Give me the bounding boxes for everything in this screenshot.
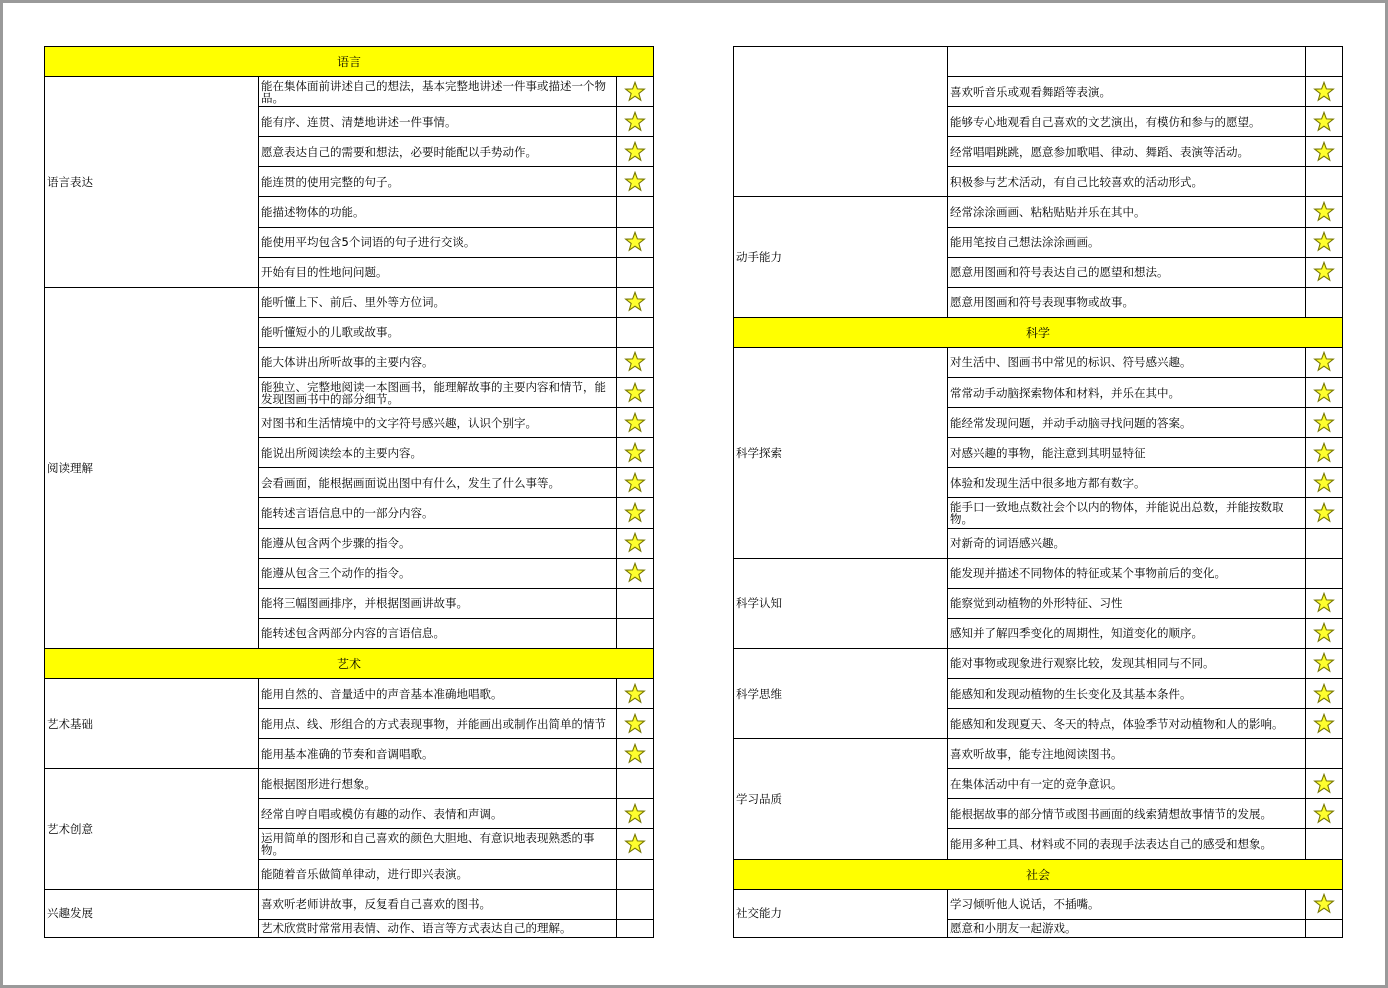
- star-icon: [1313, 806, 1335, 820]
- star-cell: [1306, 889, 1343, 919]
- item-description: 能手口一致地点数社会个以内的物体，并能说出总数，并能按数取物。: [948, 498, 1306, 528]
- item-description: 能用多种工具、材料或不同的表现手法表达自己的感受和想象。: [948, 829, 1306, 859]
- table-row: [45, 77, 654, 107]
- item-description: 能转述包含两部分内容的言语信息。: [259, 618, 617, 648]
- star-cell: [1306, 558, 1343, 588]
- item-description: 能说出所阅读绘本的主要内容。: [259, 438, 617, 468]
- item-description: 能对事物或现象进行观察比较，发现其相同与不同。: [948, 648, 1306, 678]
- star-cell: [617, 498, 654, 528]
- star-cell: [1306, 378, 1343, 408]
- category-label: 兴趣发展: [45, 889, 259, 937]
- table-row: [734, 889, 1343, 919]
- star-icon: [1313, 776, 1335, 790]
- item-description: 喜欢听音乐或观看舞蹈等表演。: [948, 77, 1306, 107]
- category-label: 动手能力: [734, 197, 948, 317]
- item-description: 喜欢听老师讲故事，反复看自己喜欢的图书。: [259, 889, 617, 919]
- star-icon: [624, 746, 646, 760]
- star-cell: [1306, 829, 1343, 859]
- star-icon: [624, 445, 646, 459]
- table-row: [45, 769, 654, 799]
- star-icon: [624, 505, 646, 519]
- item-description: 会看画面，能根据画面说出图中有什么，发生了什么事等。: [259, 468, 617, 498]
- table-row: [45, 287, 654, 317]
- item-description: 能听懂短小的儿歌或故事。: [259, 317, 617, 347]
- item-description: 愿意用图画和符号表达自己的愿望和想法。: [948, 257, 1306, 287]
- star-icon: [1313, 385, 1335, 399]
- star-icon: [1313, 445, 1335, 459]
- star-cell: [1306, 588, 1343, 618]
- star-cell: [617, 829, 654, 859]
- star-cell: [617, 408, 654, 438]
- item-description: 经常自哼自唱或模仿有趣的动作、表情和声调。: [259, 799, 617, 829]
- section-header: 科学: [734, 317, 1343, 347]
- item-description: 能感知和发现动植物的生长变化及其基本条件。: [948, 678, 1306, 708]
- star-icon: [1313, 626, 1335, 640]
- item-description: 对图书和生活情境中的文字符号感兴趣，认识个别字。: [259, 408, 617, 438]
- item-description: 能用点、线、形组合的方式表现事物，并能画出或制作出简单的情节: [259, 709, 617, 739]
- category-label: 社交能力: [734, 889, 948, 937]
- star-cell: [617, 618, 654, 648]
- star-icon: [1313, 114, 1335, 128]
- item-description: 能大体讲出所听故事的主要内容。: [259, 347, 617, 377]
- star-cell: [1306, 167, 1343, 197]
- item-description: 能遵从包含三个动作的指令。: [259, 558, 617, 588]
- item-description: 能随着音乐做简单律动，进行即兴表演。: [259, 859, 617, 889]
- item-description: 能用自然的、音量适中的声音基本准确地唱歌。: [259, 678, 617, 708]
- item-description: 开始有目的性地问问题。: [259, 257, 617, 287]
- star-cell: [617, 558, 654, 588]
- item-description: 艺术欣赏时常常用表情、动作、语言等方式表达自己的理解。: [259, 919, 617, 937]
- item-description: 能独立、完整地阅读一本图画书，能理解故事的主要内容和情节，能发现图画书中的部分细节。: [259, 378, 617, 408]
- star-icon: [624, 475, 646, 489]
- item-description: 能用笔按自己想法涂涂画画。: [948, 227, 1306, 257]
- star-icon: [624, 385, 646, 399]
- star-icon: [1313, 596, 1335, 610]
- item-description: 能感知和发现夏天、冬天的特点，体验季节对动植物和人的影响。: [948, 709, 1306, 739]
- star-icon: [1313, 355, 1335, 369]
- star-cell: [1306, 528, 1343, 558]
- category-label: 学习品质: [734, 739, 948, 859]
- star-icon: [624, 536, 646, 550]
- star-cell: [617, 438, 654, 468]
- star-cell: [617, 889, 654, 919]
- star-cell: [1306, 197, 1343, 227]
- category-label: [734, 47, 948, 197]
- item-description: 能将三幅图画排序，并根据图画讲故事。: [259, 588, 617, 618]
- star-icon: [624, 806, 646, 820]
- section-header: 社会: [734, 859, 1343, 889]
- star-icon: [624, 144, 646, 158]
- star-cell: [617, 528, 654, 558]
- star-cell: [1306, 769, 1343, 799]
- item-description: 能够专心地观看自己喜欢的文艺演出，有模仿和参与的愿望。: [948, 107, 1306, 137]
- table-row: [45, 889, 654, 919]
- item-description: 经常唱唱跳跳，愿意参加歌唱、律动、舞蹈、表演等活动。: [948, 137, 1306, 167]
- table-row: [734, 197, 1343, 227]
- star-icon: [624, 355, 646, 369]
- star-cell: [617, 137, 654, 167]
- star-cell: [617, 769, 654, 799]
- star-icon: [624, 415, 646, 429]
- item-description: 积极参与艺术活动，有自己比较喜欢的活动形式。: [948, 167, 1306, 197]
- star-cell: [1306, 347, 1343, 377]
- item-description: 能经常发现问题，并动手动脑寻找问题的答案。: [948, 408, 1306, 438]
- item-description: 对感兴趣的事物，能注意到其明显特征: [948, 438, 1306, 468]
- star-cell: [1306, 77, 1343, 107]
- star-cell: [617, 378, 654, 408]
- star-cell: [617, 347, 654, 377]
- item-description: 能转述言语信息中的一部分内容。: [259, 498, 617, 528]
- item-description: 能使用平均包含5个词语的句子进行交谈。: [259, 227, 617, 257]
- item-description: 能连贯的使用完整的句子。: [259, 167, 617, 197]
- category-label: 科学认知: [734, 558, 948, 648]
- item-description: 能听懂上下、前后、里外等方位词。: [259, 287, 617, 317]
- star-cell: [617, 709, 654, 739]
- category-label: 艺术基础: [45, 678, 259, 768]
- star-icon: [1313, 716, 1335, 730]
- item-description: 能根据图形进行想象。: [259, 769, 617, 799]
- star-cell: [1306, 739, 1343, 769]
- item-description: 能有序、连贯、清楚地讲述一件事情。: [259, 107, 617, 137]
- category-label: 语言表达: [45, 77, 259, 288]
- star-cell: [1306, 468, 1343, 498]
- section-header: 艺术: [45, 648, 654, 678]
- star-icon: [1313, 84, 1335, 98]
- star-cell: [617, 107, 654, 137]
- star-cell: [617, 227, 654, 257]
- star-icon: [1313, 144, 1335, 158]
- star-cell: [1306, 438, 1343, 468]
- right-assessment-table: [733, 46, 1343, 938]
- star-cell: [1306, 498, 1343, 528]
- category-label: 艺术创意: [45, 769, 259, 889]
- section-row: [45, 648, 654, 678]
- star-cell: [1306, 227, 1343, 257]
- star-icon: [624, 686, 646, 700]
- star-icon: [1313, 897, 1335, 911]
- table-row: [734, 648, 1343, 678]
- star-cell: [1306, 799, 1343, 829]
- item-description: 感知并了解四季变化的周期性，知道变化的顺序。: [948, 618, 1306, 648]
- item-description: 在集体活动中有一定的竞争意识。: [948, 769, 1306, 799]
- section-header: 语言: [45, 47, 654, 77]
- star-cell: [617, 799, 654, 829]
- star-cell: [1306, 47, 1343, 77]
- star-icon: [624, 114, 646, 128]
- table-row: [45, 678, 654, 708]
- item-description: 对新奇的词语感兴趣。: [948, 528, 1306, 558]
- star-icon: [1313, 475, 1335, 489]
- star-icon: [624, 716, 646, 730]
- star-icon: [1313, 656, 1335, 670]
- star-cell: [617, 739, 654, 769]
- star-cell: [617, 167, 654, 197]
- star-cell: [1306, 257, 1343, 287]
- table-row: [734, 347, 1343, 377]
- item-description: 能遵从包含两个步骤的指令。: [259, 528, 617, 558]
- star-icon: [624, 235, 646, 249]
- item-description: 能发现并描述不同物体的特征或某个事物前后的变化。: [948, 558, 1306, 588]
- star-icon: [1313, 505, 1335, 519]
- table-row: [734, 739, 1343, 769]
- item-description: 能察觉到动植物的外形特征、习性: [948, 588, 1306, 618]
- star-cell: [617, 317, 654, 347]
- item-description: [948, 47, 1306, 77]
- star-cell: [1306, 618, 1343, 648]
- star-cell: [617, 859, 654, 889]
- star-cell: [1306, 137, 1343, 167]
- star-cell: [1306, 408, 1343, 438]
- item-description: 愿意用图画和符号表现事物或故事。: [948, 287, 1306, 317]
- item-description: 能用基本准确的节奏和音调唱歌。: [259, 739, 617, 769]
- item-description: 常常动手动脑探索物体和材料，并乐在其中。: [948, 378, 1306, 408]
- item-description: 愿意和小朋友一起游戏。: [948, 919, 1306, 937]
- star-cell: [617, 77, 654, 107]
- star-icon: [624, 836, 646, 850]
- item-description: 经常涂涂画画、粘粘贴贴并乐在其中。: [948, 197, 1306, 227]
- star-icon: [1313, 205, 1335, 219]
- star-icon: [624, 566, 646, 580]
- item-description: 运用简单的图形和自己喜欢的颜色大胆地、有意识地表现熟悉的事物。: [259, 829, 617, 859]
- star-cell: [617, 257, 654, 287]
- left-table-sheet: [44, 46, 653, 938]
- star-cell: [617, 588, 654, 618]
- item-description: 对生活中、图画书中常见的标识、符号感兴趣。: [948, 347, 1306, 377]
- category-label: 科学思维: [734, 648, 948, 738]
- section-row: [45, 47, 654, 77]
- star-cell: [617, 287, 654, 317]
- star-cell: [617, 919, 654, 937]
- left-assessment-table: [44, 46, 654, 938]
- item-description: 愿意表达自己的需要和想法，必要时能配以手势动作。: [259, 137, 617, 167]
- category-label: 科学探索: [734, 347, 948, 558]
- star-icon: [624, 84, 646, 98]
- star-icon: [624, 295, 646, 309]
- section-row: [734, 317, 1343, 347]
- star-icon: [1313, 265, 1335, 279]
- star-cell: [617, 678, 654, 708]
- star-cell: [1306, 919, 1343, 937]
- right-table-sheet: [733, 46, 1342, 938]
- star-cell: [1306, 678, 1343, 708]
- star-cell: [617, 468, 654, 498]
- star-icon: [1313, 235, 1335, 249]
- category-label: 阅读理解: [45, 287, 259, 648]
- star-icon: [624, 174, 646, 188]
- star-icon: [1313, 415, 1335, 429]
- item-description: 学习倾听他人说话，不插嘴。: [948, 889, 1306, 919]
- section-row: [734, 859, 1343, 889]
- table-row: [734, 558, 1343, 588]
- star-cell: [1306, 287, 1343, 317]
- table-row: [734, 47, 1343, 77]
- item-description: 能描述物体的功能。: [259, 197, 617, 227]
- star-icon: [1313, 686, 1335, 700]
- item-description: 体验和发现生活中很多地方都有数字。: [948, 468, 1306, 498]
- star-cell: [1306, 709, 1343, 739]
- star-cell: [1306, 107, 1343, 137]
- star-cell: [617, 197, 654, 227]
- item-description: 喜欢听故事，能专注地阅读图书。: [948, 739, 1306, 769]
- item-description: 能根据故事的部分情节或图书画面的线索猜想故事情节的发展。: [948, 799, 1306, 829]
- item-description: 能在集体面前讲述自己的想法，基本完整地讲述一件事或描述一个物品。: [259, 77, 617, 107]
- star-cell: [1306, 648, 1343, 678]
